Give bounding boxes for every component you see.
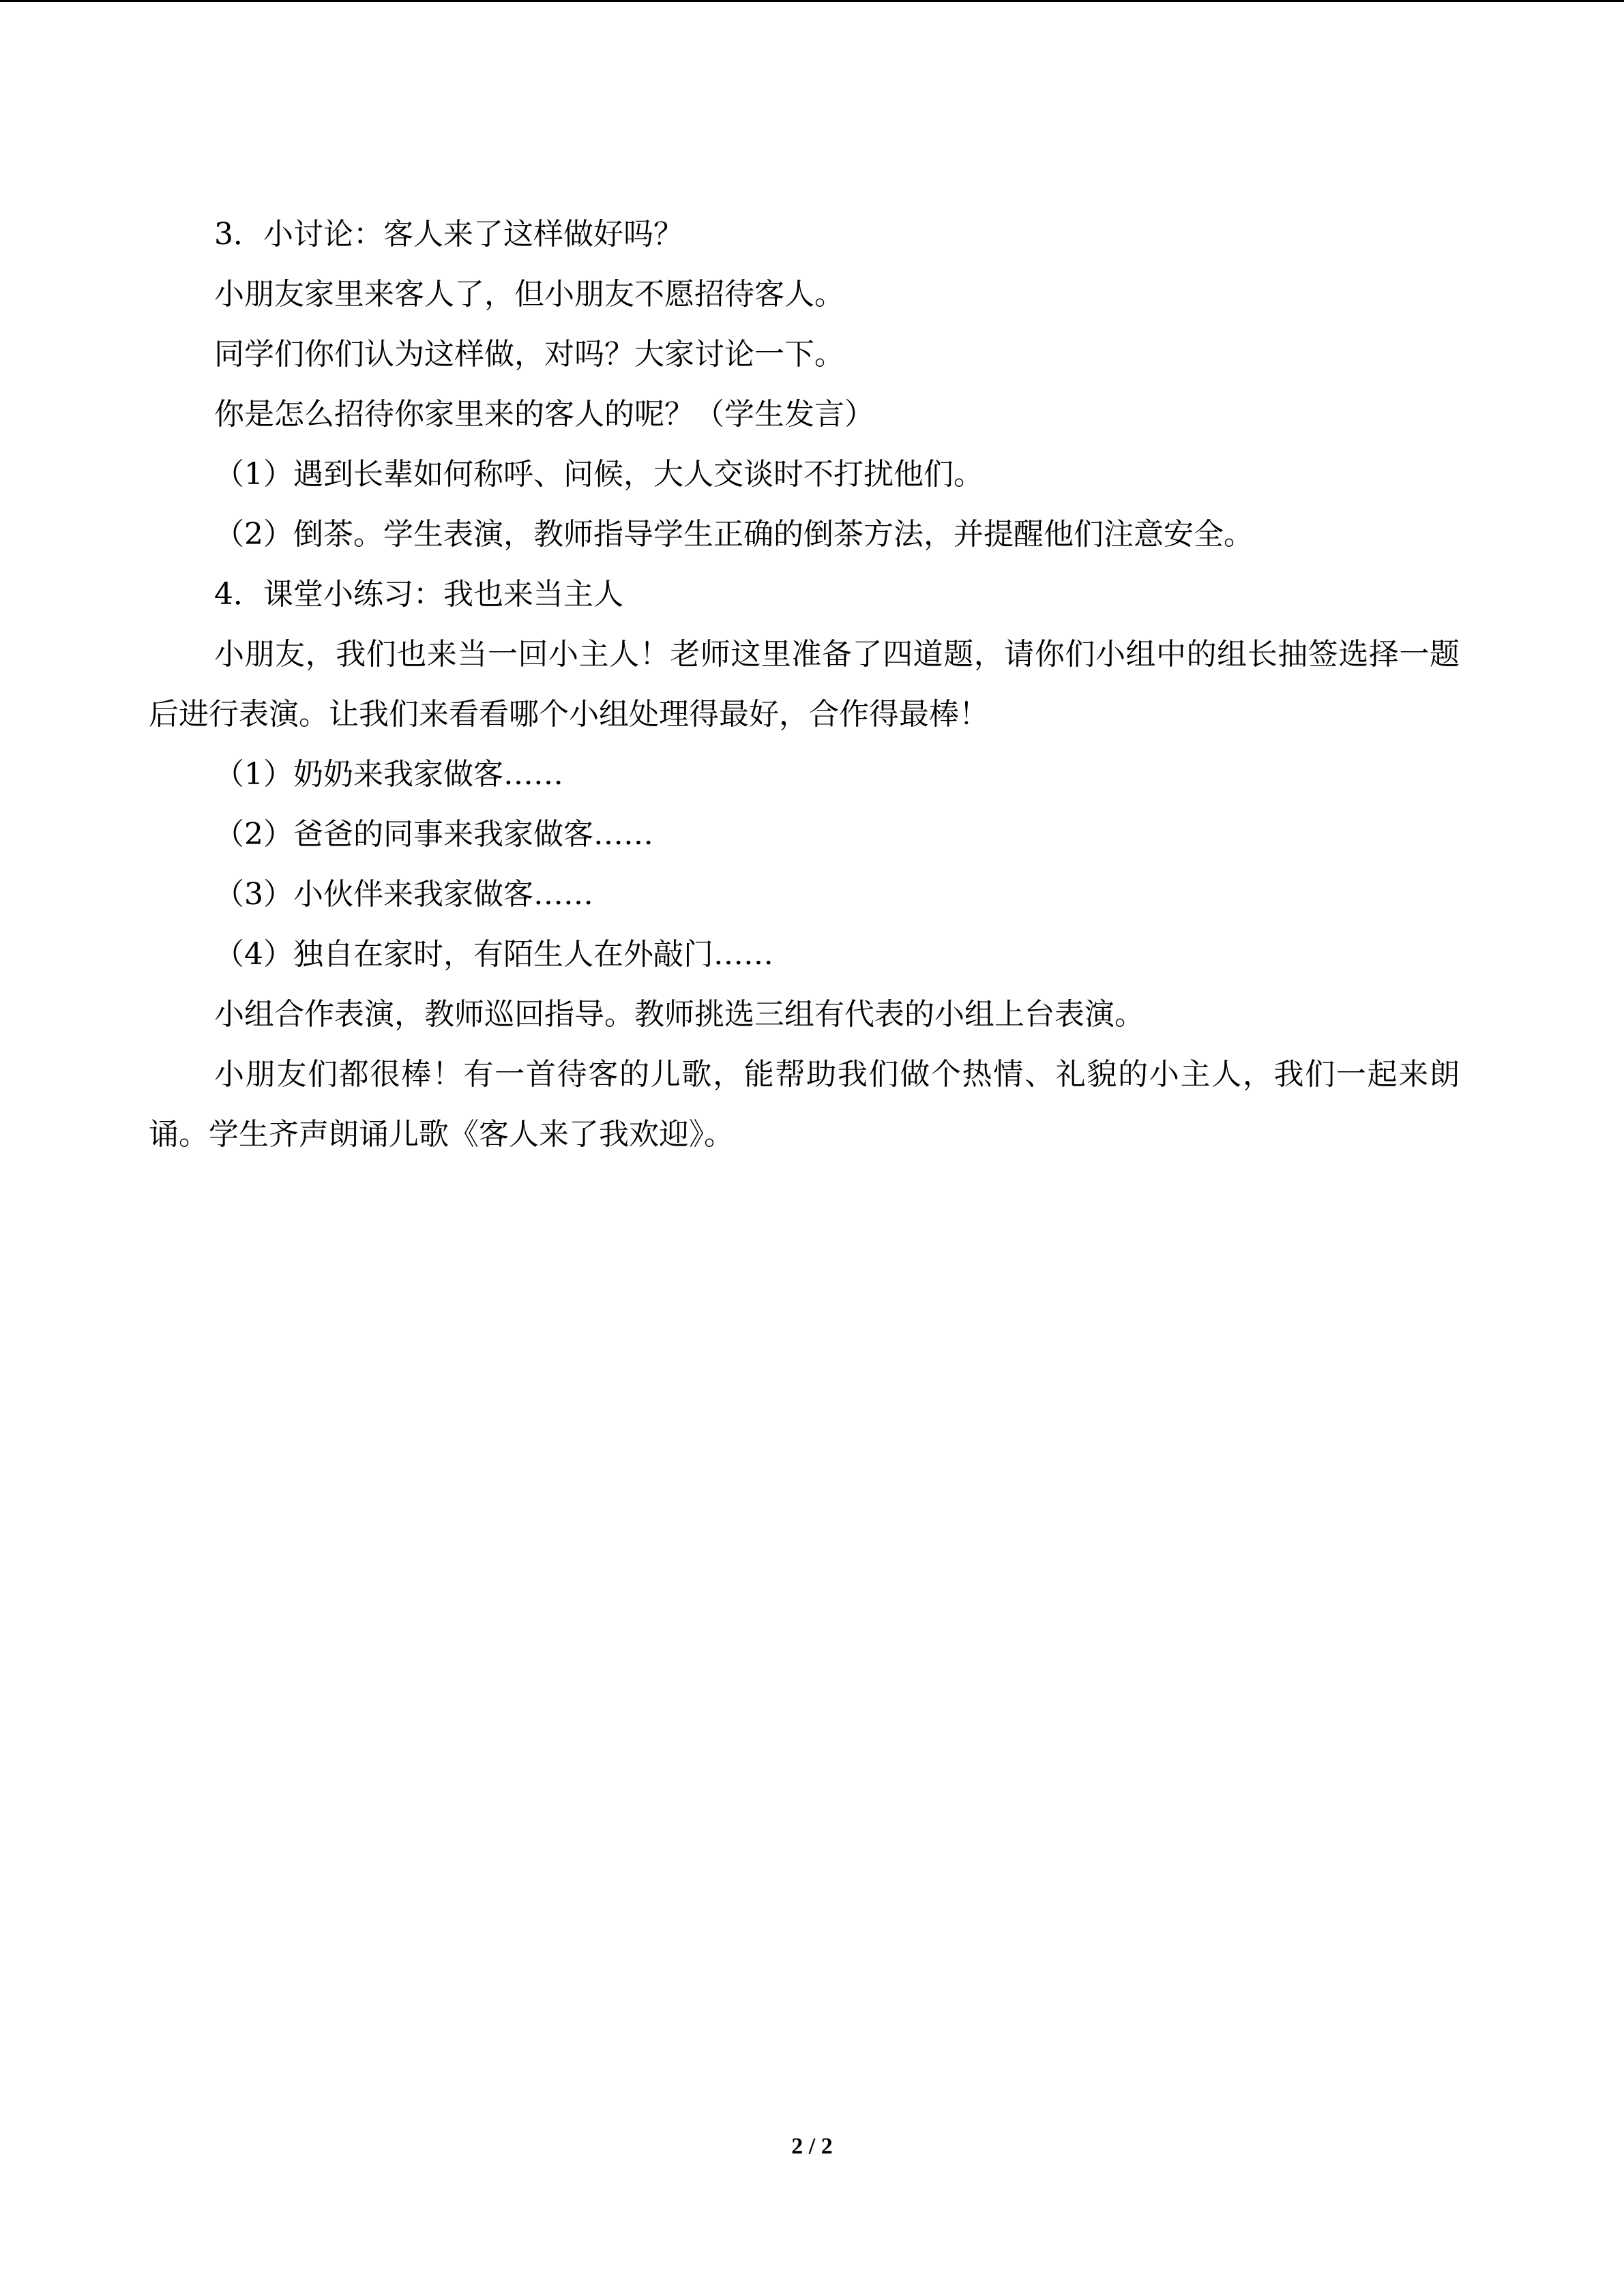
page-top-border [0, 0, 1624, 2]
list-item: （1）奶奶来我家做客…… [214, 757, 563, 792]
page-number: 2 / 2 [791, 2134, 833, 2159]
list-item: （2）爸爸的同事来我家做客…… [214, 817, 653, 852]
list-item: （1）遇到长辈如何称呼、问候，大人交谈时不打扰他们。 [214, 457, 984, 492]
list-item: （3）小伙伴来我家做客…… [214, 877, 593, 912]
section-heading-practice: 4．课堂小练习：我也来当主人 [214, 577, 623, 612]
paragraph: 你是怎么招待你家里来的客人的呢？（学生发言） [214, 397, 874, 432]
section-heading-discussion: 3．小讨论：客人来了这样做好吗？ [214, 217, 683, 252]
paragraph: 小朋友，我们也来当一回小主人！老师这里准备了四道题，请你们小组中的组长抽签选择一题后进行表演。让我们来看看哪个小组处理得最好，合作得最棒！ [149, 637, 1460, 732]
document-body [149, 205, 1460, 1165]
paragraph: 同学们你们认为这样做，对吗？大家讨论一下。 [214, 337, 844, 372]
paragraph: 小组合作表演，教师巡回指导。教师挑选三组有代表的小组上台表演。 [214, 997, 1145, 1032]
list-item: （2）倒茶。学生表演，教师指导学生正确的倒茶方法，并提醒他们注意安全。 [214, 517, 1254, 552]
list-item: （4）独自在家时，有陌生人在外敲门…… [214, 937, 773, 972]
paragraph: 小朋友家里来客人了，但小朋友不愿招待客人。 [214, 277, 844, 312]
paragraph: 小朋友们都很棒！有一首待客的儿歌，能帮助我们做个热情、礼貌的小主人，我们一起来朗诵。学生齐声朗诵儿歌《客人来了我欢迎》。 [149, 1057, 1460, 1152]
